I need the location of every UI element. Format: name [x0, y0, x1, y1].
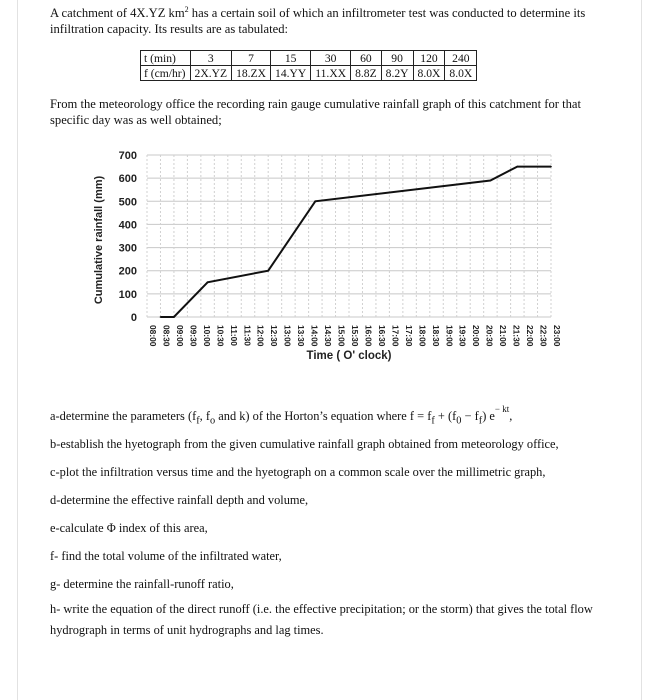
table-cell: 18.ZX: [232, 66, 271, 81]
x-tick-label: 22:30: [538, 325, 549, 347]
table-cell: 3: [190, 51, 232, 66]
y-tick-label: 300: [118, 242, 137, 255]
y-tick-label: 600: [118, 173, 137, 186]
y-tick-label: 200: [118, 265, 137, 278]
data-point: [490, 180, 492, 182]
x-tick-label: 15:00: [336, 325, 347, 347]
x-tick-label: 16:30: [376, 325, 387, 347]
y-tick-label: 0: [130, 312, 137, 324]
table-cell: 11.XX: [311, 66, 351, 81]
table-cell: 2X.YZ: [190, 66, 232, 81]
horton-equation: $f = f_f + (f_0 - f_f)$ $e^{- kt}$: [409, 403, 510, 427]
meteorology-paragraph: From the meteorology office the recording rain gauge cumulative rainfall graph of this catchment for that specific day was as well obtained;: [50, 97, 581, 127]
x-tick-label: 08:00: [148, 325, 158, 347]
page-border-right: [641, 0, 642, 700]
data-point: [173, 316, 175, 318]
table-row-infiltration: [141, 66, 477, 81]
x-tick-label: 09:30: [188, 325, 199, 347]
infiltrometer-table: [140, 50, 477, 81]
table-cell: 8.0X: [413, 66, 445, 81]
x-tick-label: 10:30: [215, 325, 226, 347]
data-point: [207, 281, 209, 283]
x-tick-label: 13:00: [282, 325, 293, 347]
data-point: [160, 316, 162, 318]
data-point: [267, 270, 269, 272]
x-tick-label: 18:30: [430, 325, 441, 347]
data-point: [315, 200, 317, 202]
x-tick-label: 13:30: [296, 325, 307, 347]
x-tick-label: 19:00: [444, 325, 455, 347]
question-h: h- write the equation of the direct runoff (i.e. the effective precipitation; or the storm) that gives the total flow hydrograph in terms of unit hydrographs and lag times.: [50, 602, 593, 637]
question-e: e-calculate Φ index of this area,: [50, 521, 208, 535]
question-d: d-determine the effective rainfall depth and volume,: [50, 493, 309, 507]
x-tick-label: 11:30: [242, 325, 253, 346]
x-tick-label: 20:30: [484, 325, 495, 347]
x-tick-label: 16:00: [363, 325, 374, 347]
data-point: [550, 166, 552, 168]
table-cell: 240: [445, 51, 477, 66]
table-cell: 8.2Y: [381, 66, 413, 81]
x-tick-label: 09:00: [174, 325, 185, 347]
x-tick-label: 11:00: [228, 325, 239, 346]
y-tick-label: 400: [118, 219, 137, 232]
x-tick-label: 19:30: [457, 325, 468, 347]
x-tick-label: 21:00: [498, 325, 509, 347]
page-border-left: [17, 0, 18, 700]
x-tick-label: 12:00: [255, 325, 266, 347]
table-cell: 8.8Z: [351, 66, 382, 81]
table-cell: 15: [271, 51, 311, 66]
table-header-time: t (min): [141, 51, 191, 66]
question-a: a-determine the parameters ($f_f$, $f_o$ and k) of the Horton’s equation where $f = f_f + (f_0 - f_f)$ $e^{- kt}$,: [50, 403, 513, 427]
table-cell: 90: [381, 51, 413, 66]
x-tick-label: 14:30: [323, 325, 334, 347]
y-tick-label: 500: [118, 196, 137, 209]
table-cell: 7: [232, 51, 271, 66]
x-tick-label: 12:30: [269, 325, 280, 347]
rainfall-line: [161, 167, 552, 317]
question-c: c-plot the infiltration versus time and the hyetograph on a common scale over the millimetric graph,: [50, 465, 546, 479]
x-tick-label: 22:00: [525, 325, 536, 347]
table-header-infiltration: f (cm/hr): [141, 66, 191, 81]
x-tick-label: 08:30: [161, 325, 172, 347]
x-tick-label: 21:30: [511, 325, 522, 347]
x-tick-label: 18:00: [417, 325, 428, 347]
y-tick-label: 700: [118, 150, 137, 162]
table-cell: 30: [311, 51, 351, 66]
table-cell: 60: [351, 51, 382, 66]
x-tick-label: 14:00: [309, 325, 320, 347]
x-tick-label: 17:00: [390, 325, 401, 347]
table-cell: 14.YY: [271, 66, 311, 81]
table-cell: 120: [413, 51, 445, 66]
table-row-time: [141, 51, 477, 66]
x-tick-label: 15:30: [350, 325, 360, 347]
intro-paragraph: A catchment of 4X.YZ $km^2$ has a certain soil of which an infiltrometer test was conducted to determine its infiltration capacity. Its results are as tabulated:: [50, 4, 586, 36]
x-axis-label: Time ( O' clock): [306, 350, 392, 362]
x-tick-label: 20:00: [471, 325, 482, 347]
question-b: b-establish the hyetograph from the given cumulative rainfall graph obtained from meteorology office,: [50, 437, 559, 451]
table-cell: 8.0X: [445, 66, 477, 81]
x-tick-label: 10:00: [201, 325, 212, 347]
x-tick-label: 17:30: [403, 325, 414, 347]
y-axis-label: Cumulative rainfall (mm): [93, 175, 105, 305]
question-g: g- determine the rainfall-runoff ratio,: [50, 577, 234, 591]
question-f: f- find the total volume of the infiltrated water,: [50, 549, 282, 563]
y-tick-label: 100: [118, 288, 137, 301]
data-point: [517, 166, 519, 168]
x-tick-label: 23:00: [552, 325, 562, 347]
cumulative-rainfall-chart: [85, 143, 585, 368]
